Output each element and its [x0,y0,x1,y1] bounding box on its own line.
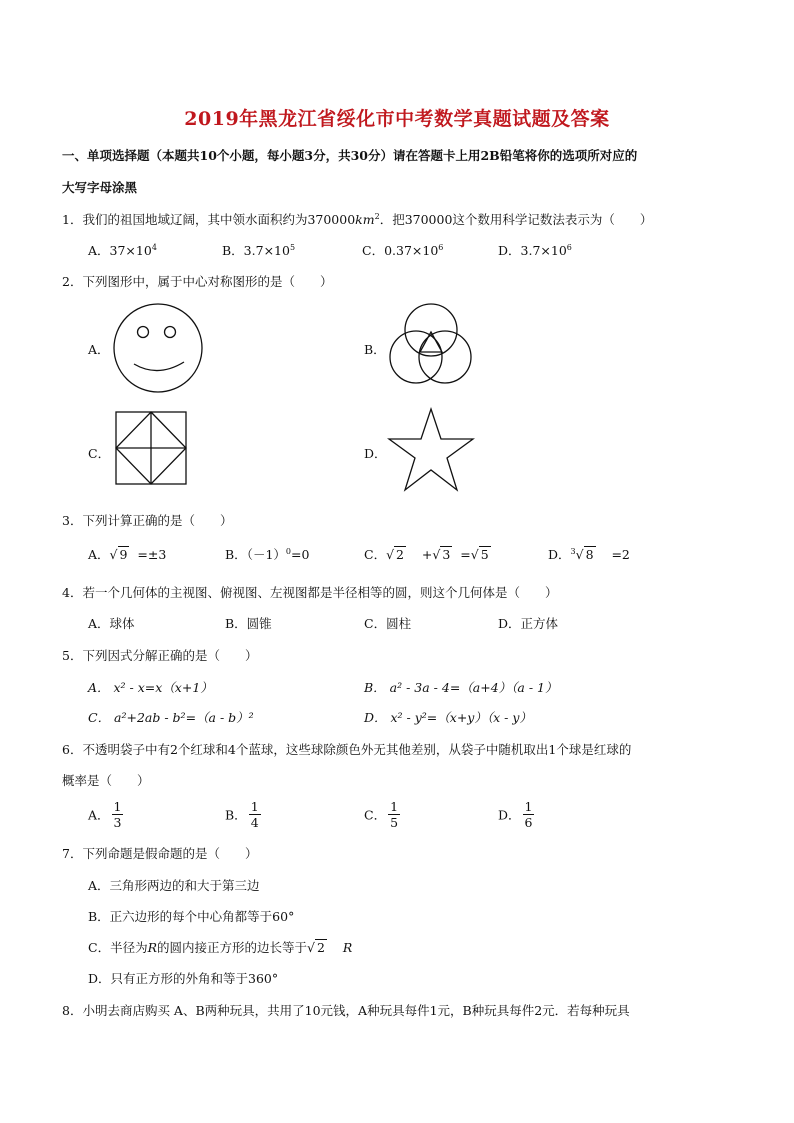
q5-option-c: C． a²+2ab - b²=（a - b）² [88,710,254,725]
q1-unit-exp: 2 [374,211,380,221]
q7-option-d: D．只有正方形的外角和等于360° [88,971,279,986]
question-8: 8．小明去商店购买 A、B两种玩具，共用了10元钱，A种玩具每件1元，B种玩具每件2元．若每种玩具 [62,1003,630,1018]
q5-option-d: D． x² - y²=（x+y）（x - y） [364,710,532,725]
question-6: 6．不透明袋子中有2个红球和4个蓝球，这些球除颜色外无其他差别，从袋子中随机取出1个球是红球的 [62,742,632,757]
question-7: 7．下列命题是假命题的是（ ） [62,846,258,861]
q3-option-d: D．$^3$√ 8 =2 [548,546,630,562]
smiley-face-figure [112,302,204,394]
q4-option-d: D．正方体 [498,616,559,631]
square-diamond-figure [114,410,188,486]
q7-option-a: A．三角形两边的和大于第三边 [88,878,260,893]
section-heading: 一、单项选择题（本题共10个小题，每小题3分，共30分）请在答题卡上用2B铅笔将你的选项所对应的 [62,148,638,163]
question-2: 2．下列图形中，属于中心对称图形的是（ ） [62,274,333,289]
question-5: 5．下列因式分解正确的是（ ） [62,648,258,663]
section-heading-cont: 大写字母涂黑 [62,180,138,195]
q3-option-a: A．√ 9 =±3 [88,547,167,562]
q2-label-c: C． [88,446,111,461]
three-circles-figure [386,302,476,388]
q6-option-a: A． $\frac{1}{3}$ [88,799,122,830]
q6-option-d: D． $\frac{1}{6}$ [498,799,533,830]
q5-option-b: B． a² - 3a - 4=（a+4）（a - 1） [364,680,558,695]
q6-option-b: B． $\frac{1}{4}$ [225,799,259,830]
q1-stem-tail: ．把370000这个数用科学记数法表示为（ ） [379,212,653,227]
q2-label-b: B． [364,342,386,357]
q7-option-b: B．正六边形的每个中心角都等于60° [88,909,295,924]
q1-unit: km [355,212,375,227]
q5-option-a: A． x² - x=x（x+1） [88,680,213,695]
q4-option-b: B．圆锥 [225,616,272,631]
q2-label-d: D． [364,446,387,461]
q4-option-a: A．球体 [88,616,135,631]
q1-option-d: D．$3.7\times 10^6$ [498,242,572,258]
q2-label-a: A． [88,342,110,357]
question-3: 3．下列计算正确的是（ ） [62,513,233,528]
q3-option-c: C．√ 2 +√ 3 =√ 5 [364,547,489,562]
question-4: 4．若一个几何体的主视图、俯视图、左视图都是半径相等的圆，则这个几何体是（ ） [62,585,558,600]
question-1 [62,210,652,228]
q1-option-b: B．$3.7\times 10^5$ [222,242,296,258]
q1-stem: 1．我们的祖国地域辽阔，其中领水面积约为370000 [62,212,356,227]
page-title: 2019年黑龙江省绥化市中考数学真题试题及答案 [184,108,610,130]
q1-option-c: C．$0.37\times 10^6$ [362,242,444,258]
q4-option-c: C．圆柱 [364,616,412,631]
q1-option-a: A．$37\times 10^4$ [88,242,157,258]
q6-option-c: C． $\frac{1}{5}$ [364,799,399,830]
question-6-cont: 概率是（ ） [62,773,150,788]
q7-option-c: C．半径为R的圆内接正方形的边长等于√ 2 R [88,940,353,955]
q3-option-b: B．$(-1)^0=0$ [225,546,310,562]
star-figure [386,406,476,494]
